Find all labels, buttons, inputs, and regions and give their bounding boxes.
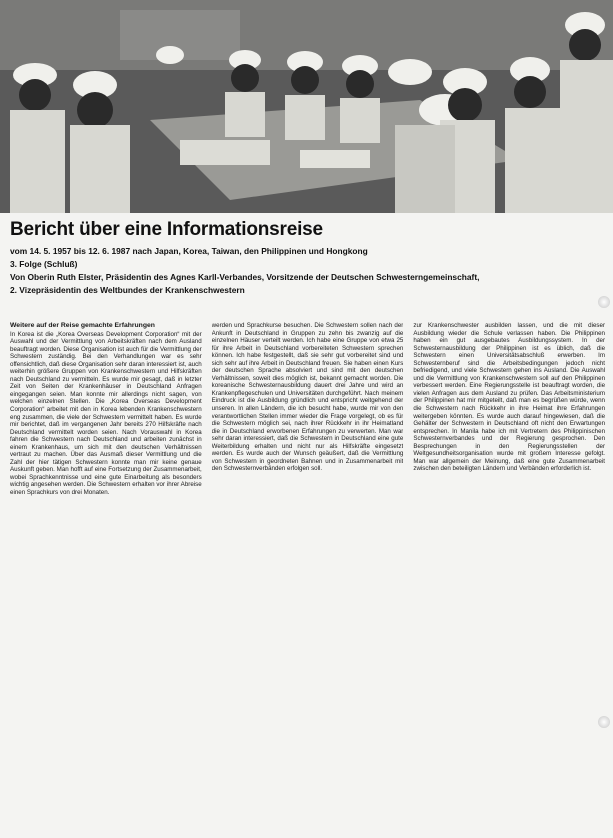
column-2-text: werden und Sprachkurse besuchen. Die Schwestern sollen nach der Ankunft in Deutschland in Gruppen zu zehn bis zwanzig auf die einzelnen Häuser verteilt werden. Ich habe eine Gruppe von etwa 25 für ihre Arbeit in Deutschland vorbereiteten Schwestern sprechen können. Ich habe festgestellt, daß sie sehr gut vorbereitet sind und sich sehr auf ihre Arbeit in Deutschland freuen. Sie haben einen Kurs der deutschen Sprache absolviert und sind mit den deutschen Verhältnissen, soweit dies möglich ist, bekannt gemacht worden. Die koreanische Schwesternausbildung dauert drei Jahre und wird an Krankenpflegeschulen und Universitäten durchgeführt. Nach meinem Eindruck ist die Ausbildung gründlich und entspricht weitgehend der unseren. In allen Ländern, die ich besucht habe, wurde mir von den verantwortlichen Stellen immer wieder die Frage vorgelegt, ob es für die Schwestern möglich sei, nach ihrer Rückkehr in ihr Heimatland die in Deutschland erworbenen Erfahrungen zu verwerten. Man war sehr daran interessiert, daß die Schwestern in Deutschland eine gute Weiterbildung erhalten und nicht nur als Hilfskräfte eingesetzt werden. Es wurde auch der Wunsch geäußert, daß die Vermittlung von Schwestern in geordneten Bahnen und in Zusammenarbeit mit den Schwesternverbänden erfolgen soll.: [211, 322, 404, 473]
section-heading: Weitere auf der Reise gemachte Erfahrungen: [10, 322, 155, 329]
article-column-1: [10, 322, 202, 832]
subtitle-line-author-role: 2. Vizepräsidentin des Weltbundes der Krankenschwestern: [10, 285, 245, 295]
column-3-text: zur Krankenschwester ausbilden lassen, und die mit dieser Ausbildung wieder die Schule verlassen haben. Die Philippinen haben ein gut ausgebautes Ausbildungssystem. In der Schwesternausbildung der Philippinen ist es üblich, daß die Schwestern einen Universitätsabschluß erwerben. Im Schwesternberuf sind die Arbeitsbedingungen jedoch nicht befriedigend, und viele Schwestern gehen ins Ausland. Die Auswahl und die Vermittlung von Krankenschwestern soll auf den Philippinen verbessert werden. Eine Regierungsstelle ist beauftragt worden, die vielen Anfragen aus dem Ausland zu prüfen. Das Arbeitsministerium der Philippinen hat mir mitgeteilt, daß man es begrüßen würde, wenn die Schwestern nach Rückkehr in ihre Heimat ihre Erfahrungen weitergeben könnten. Es wurde auch darauf hingewiesen, daß die Gehälter der Schwestern in Deutschland oft nicht den Erwartungen entsprechen. In Manila habe ich mit Vertretern des Philippinischen Schwesternverbandes und der Regierung gesprochen. Den Besprechungen in den Regierungsstellen der Weltgesundheitsorganisation wurde mit großem Interesse gefolgt. Man war allgemein der Meinung, daß eine gute Zusammenarbeit zwischen den beteiligten Ländern und Verbänden erforderlich ist.: [413, 322, 605, 473]
article-column-2: [212, 322, 404, 832]
article-body: [10, 322, 605, 832]
article-column-3: [413, 322, 605, 832]
nurses-classroom-photo: [0, 0, 613, 213]
article-subtitle: [10, 245, 605, 297]
subtitle-line-series-part: 3. Folge (Schluß): [10, 259, 78, 269]
subtitle-line-author: Von Oberin Ruth Elster, Präsidentin des Agnes Karll-Verbandes, Vorsitzende der Deutschen Schwesterngemeinschaft,: [10, 272, 480, 282]
subtitle-line-travel-dates: vom 14. 5. 1957 bis 12. 6. 1987 nach Japan, Korea, Taiwan, den Philippinen und Hongkong: [10, 246, 368, 256]
column-1-text: In Korea ist die „Korea Overseas Development Corporation“ mit der Auswahl und der Vermittlung von Arbeitskräften nach dem Ausland beauftragt worden. Diese Organisation ist auch für die Vermittlung der Schwestern zuständig. Bei den Verhandlungen war es sehr offensichtlich, daß diese Organisation sehr daran interessiert ist, auch weiterhin größere Gruppen von Krankenschwestern und Hilfskräften nach Deutschland zu vermitteln. Es wurde mir gesagt, daß in letzter Zeit von Seiten der Krankenhäuser in Deutschland Anfragen eingegangen seien. Man konnte mir allerdings nicht sagen, von welchen einzelnen Stellen. Die „Korea Overseas Development Corporation“ arbeitet mit den in Korea lebenden Krankenschwestern eng zusammen, die viele der Schwestern vermittelt haben. Es wurde mir berichtet, daß im vergangenen Jahr bereits 270 Hilfskräfte nach Deutschland vermittelt worden seien. Nach Vorauswahl in Korea fahren die Schwestern nach Deutschland und arbeiten zunächst in einem Krankenhaus, um sich mit den deutschen Verhältnissen vertraut zu machen. Über das Ausmaß dieser Vermittlung und die Zahl der hier tätigen Schwestern konnte man mir keine genaue Auskunft geben. Man hofft auf eine Fortsetzung der Zusammenarbeit, wobei Sprachkenntnisse und eine gute Einarbeitung als besonders wichtig angesehen werden. Die Schwestern erhalten vor ihrer Abreise einen Sprachkurs von drei Monaten.: [10, 330, 202, 497]
header-photo: [0, 0, 613, 213]
binder-hole: [598, 296, 610, 308]
article-title: Bericht über eine Informationsreise: [10, 219, 323, 240]
binder-hole: [598, 716, 610, 728]
